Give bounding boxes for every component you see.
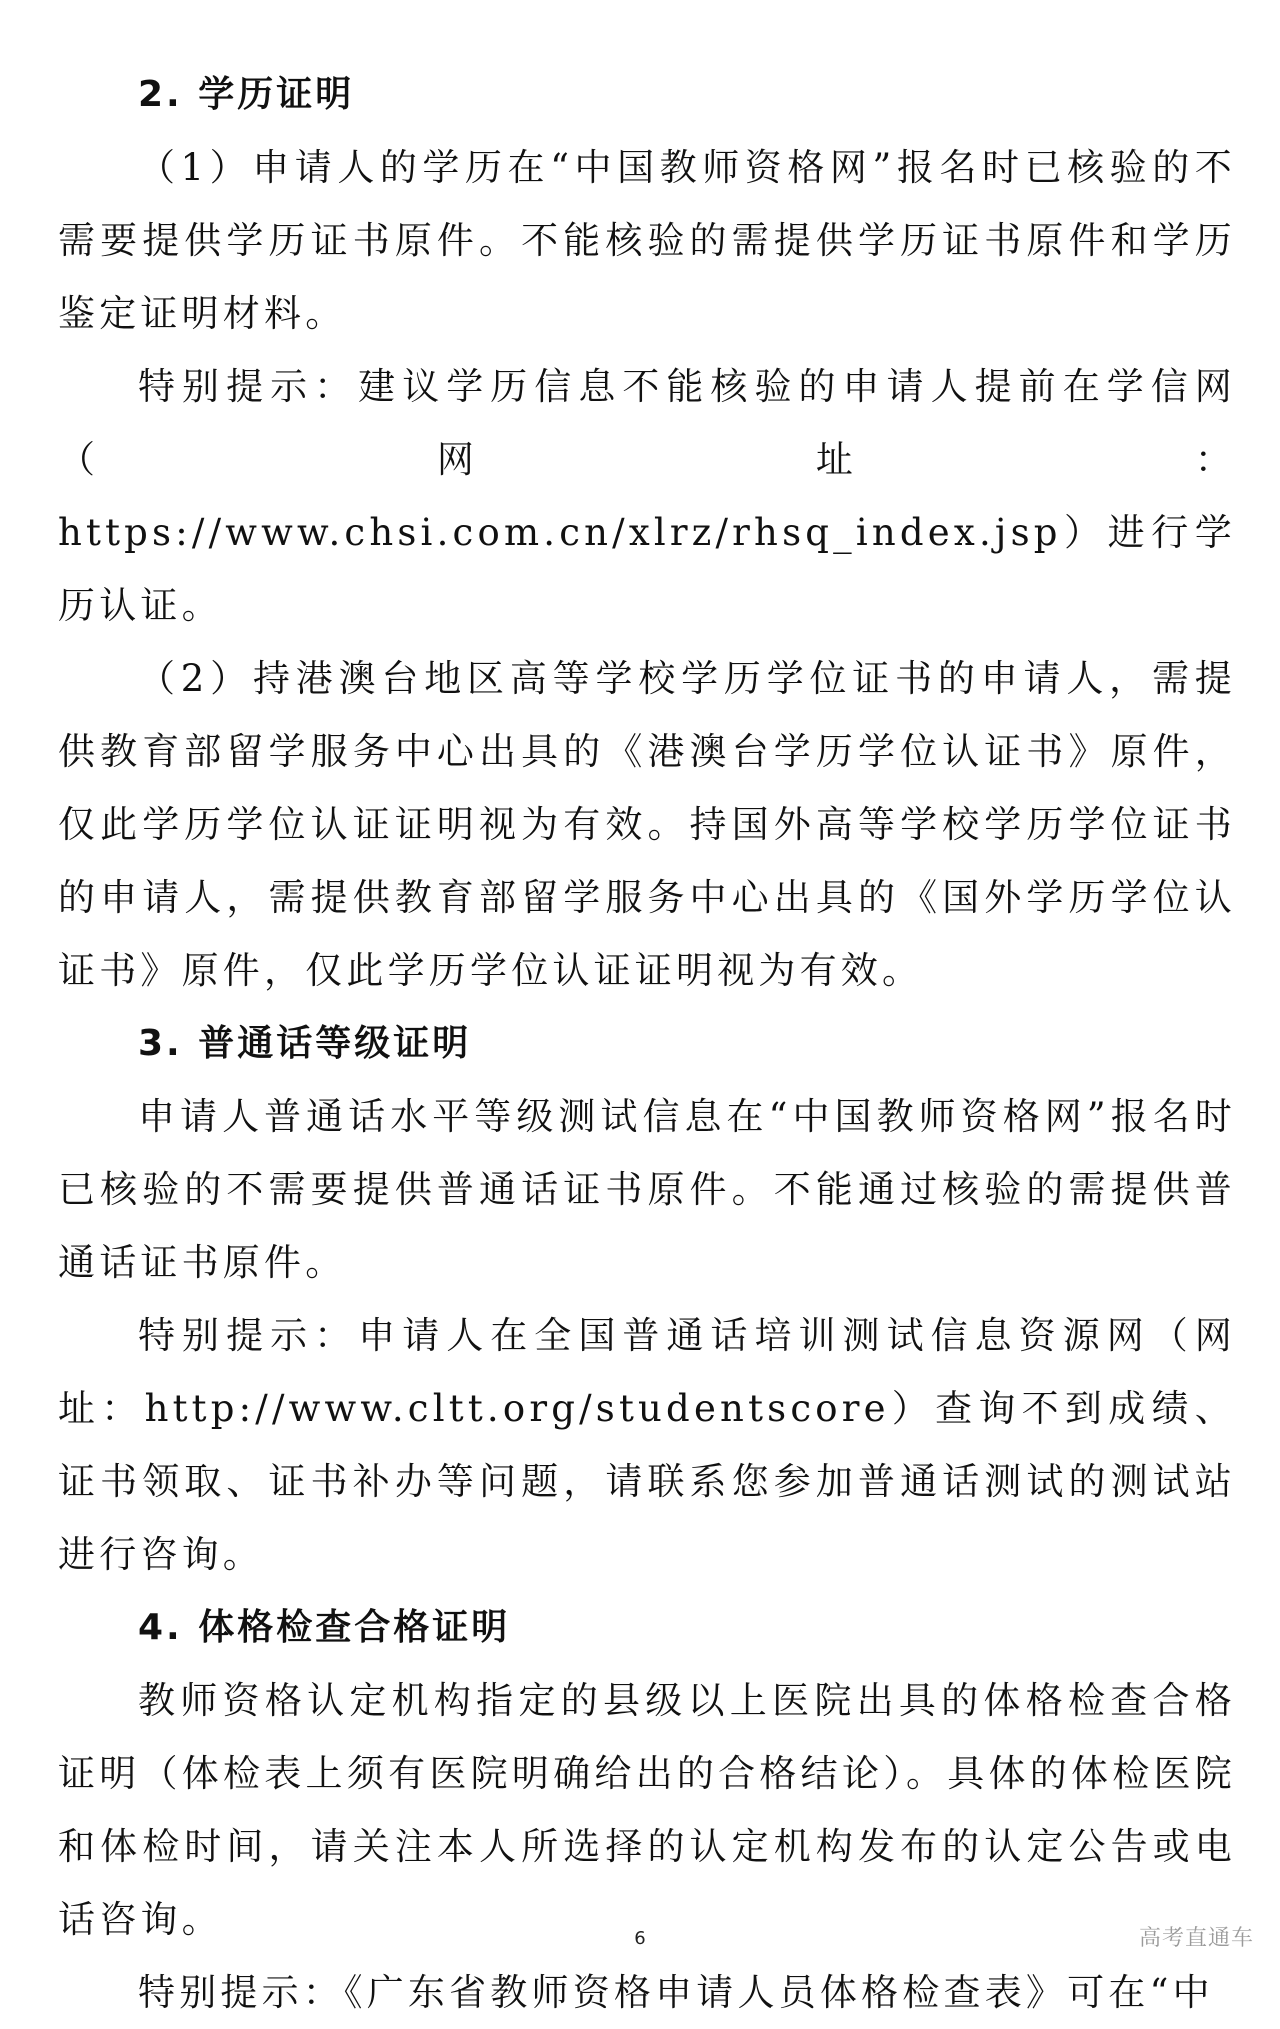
paragraph: 教师资格认定机构指定的县级以上医院出具的体格检查合格证明（体检表上须有医院明确给出的合格结论）。具体的体检医院和体检时间，请关注本人所选择的认定机构发布的认定公告或电话咨询。 (58, 1679, 1236, 1941)
page-number: 6 (634, 1928, 646, 1949)
paragraph: （1）申请人的学历在“中国教师资格网”报名时已核验的不需要提供学历证书原件。不能核验的需提供学历证书原件和学历鉴定证明材料。 (58, 146, 1236, 335)
document-body (58, 58, 1236, 2029)
paragraph-tip: 特别提示：申请人在全国普通话培训测试信息资源网（网址：http://www.cltt.org/studentscore）查询不到成绩、证书领取、证书补办等问题，请联系您参加普通话测试的测试站进行咨询。 (58, 1314, 1236, 1576)
section-heading-education: 2. 学历证明 (138, 74, 355, 115)
section-heading-health-check: 4. 体格检查合格证明 (138, 1607, 511, 1648)
paragraph: （2）持港澳台地区高等学校学历学位证书的申请人，需提供教育部留学服务中心出具的《港澳台学历学位认证书》原件，仅此学历学位认证证明视为有效。持国外高等学校学历学位证书的申请人，需提供教育部留学服务中心出具的《国外学历学位认证书》原件，仅此学历学位认证证明视为有效。 (58, 657, 1236, 992)
paragraph-tip: 特别提示：建议学历信息不能核验的申请人提前在学信网（网址：https://www.chsi.com.cn/xlrz/rhsq_index.jsp）进行学历认证。 (58, 365, 1236, 627)
section-heading-mandarin: 3. 普通话等级证明 (138, 1023, 472, 1064)
watermark: 高考直通车 (1138, 1926, 1254, 1951)
paragraph-tip: 特别提示：《广东省教师资格申请人员体格检查表》可在“中 (138, 1971, 1214, 2014)
paragraph: 申请人普通话水平等级测试信息在“中国教师资格网”报名时已核验的不需要提供普通话证书原件。不能通过核验的需提供普通话证书原件。 (58, 1095, 1236, 1284)
